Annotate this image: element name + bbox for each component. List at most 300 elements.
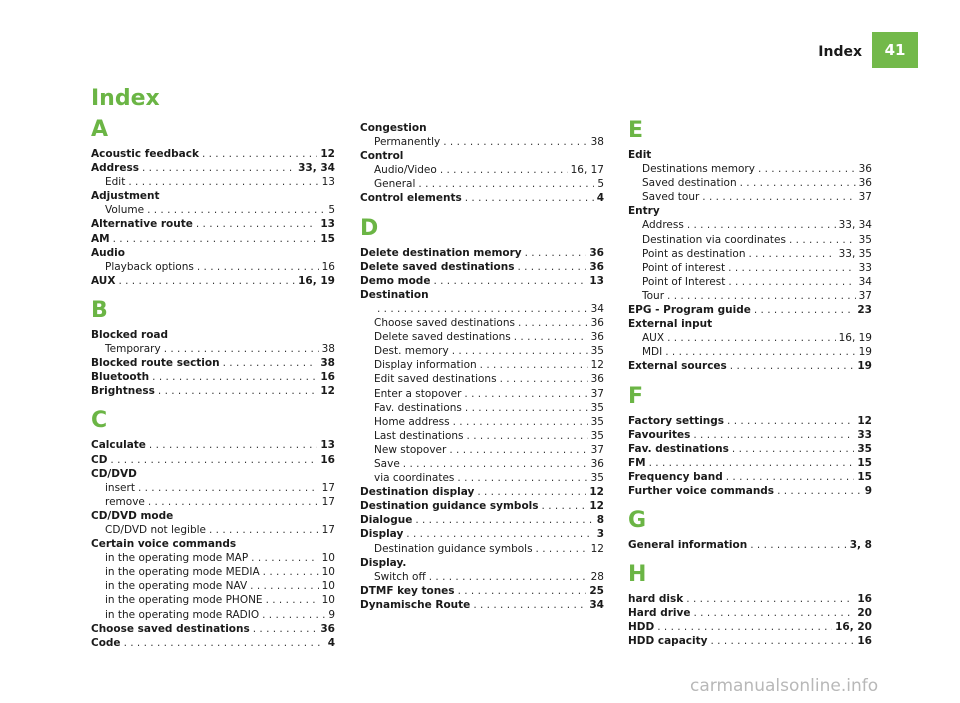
entry-page-ref: 36 [858,177,872,190]
entry-page-ref: 36 [590,331,604,344]
index-entry [91,622,335,636]
dot-leader [732,442,854,456]
entry-label: Brightness [91,385,155,398]
index-heading: Audio [91,246,125,259]
entry-page-ref: 8 [596,514,604,527]
index-subentry [91,495,335,509]
entry-label: AUX [642,332,665,345]
entry-page-ref: 13 [321,176,335,189]
entry-page-ref: 16 [857,593,872,606]
entry-label: HDD [628,621,655,634]
entry-label: Alternative route [91,218,193,231]
entry-page-ref: 33, 34 [298,162,335,175]
index-subentry [360,372,604,386]
index-entry [91,147,335,161]
entry-page-ref: 36 [590,457,604,470]
entry-page-ref: 35 [590,429,604,442]
entry-page-ref: 37 [858,289,872,302]
section-letter: C [91,408,108,434]
dot-leader [266,593,319,607]
entry-page-ref: 36 [589,260,604,273]
dot-leader [196,217,318,231]
entry-page-ref: 12 [589,486,604,499]
entry-label: Dynamische Route [360,598,471,611]
entry-page-ref: 10 [321,566,335,579]
index-entry [360,499,604,513]
dot-leader [449,443,587,457]
entry-page-ref: 9 [864,484,872,497]
entry-label: Frequency band [628,470,723,483]
index-subentry [360,457,604,471]
entry-label: Destination guidance symbols [360,500,539,513]
index-subentry [91,175,335,189]
index-entry [628,634,872,648]
entry-page-ref: 12 [590,542,604,555]
index-subentry [91,608,335,622]
dot-leader [262,608,325,622]
entry-label: Display [360,528,404,541]
index-heading: Entry [628,205,660,218]
entry-label: Permanently [374,136,441,149]
index-entry [91,384,335,398]
entry-page-ref: 36 [858,163,872,176]
dot-leader [443,135,587,149]
entry-label: Acoustic feedback [91,148,199,160]
dot-leader [152,370,317,384]
dot-leader [209,523,319,537]
entry-label: Dest. memory [374,345,449,358]
entry-page-ref: 36 [589,246,604,259]
index-subentry [360,387,604,401]
entry-label: insert [105,481,135,494]
entry-page-ref: 16, 19 [298,274,335,287]
index-column-3 [628,118,872,649]
entry-label: Last destinations [374,429,464,442]
index-subentry [360,302,604,316]
dot-leader [665,345,855,359]
entry-label: Tour [642,289,665,302]
entry-page-ref: 16, 17 [570,164,604,177]
index-entry [628,606,872,620]
dot-leader [197,260,319,274]
entry-page-ref: 5 [597,178,604,191]
index-entry [91,161,335,175]
index-subentry [360,570,604,584]
entry-page-ref: 17 [321,523,335,536]
entry-label: Bluetooth [91,371,150,384]
entry-page-ref: 19 [857,360,872,373]
dot-leader [480,358,588,372]
entry-label: Delete destination memory [360,246,522,259]
dot-leader [727,414,854,428]
entry-page-ref: 23 [857,304,872,317]
index-entry [628,442,872,456]
dot-leader [686,592,854,606]
index-entry [628,359,872,373]
page-title: Index [91,86,160,111]
entry-page-ref: 17 [321,481,335,494]
dot-leader [536,542,588,556]
entry-page-ref: 12 [589,500,604,513]
dot-leader [149,438,317,452]
dot-leader [110,453,317,467]
entry-page-ref: 12 [320,385,335,398]
entry-page-ref: 16 [321,260,335,273]
index-heading: External input [628,318,713,331]
entry-label: Display information [374,359,477,372]
dot-leader [728,261,855,275]
entry-label: Edit [105,176,126,189]
entry-label: General information [628,539,748,552]
entry-label: Blocked route section [91,357,220,370]
entry-page-ref: 16, 20 [835,621,872,634]
dot-leader [730,359,855,373]
entry-page-ref: 16 [320,453,335,466]
entry-label: Enter a stopover [374,387,462,400]
entry-label: Destination display [360,486,475,499]
entry-page-ref: 36 [320,622,335,635]
entry-page-ref: 20 [857,607,872,620]
index-entry [360,598,604,612]
entry-page-ref: 33, 35 [838,247,872,260]
entry-label: AUX [91,274,116,287]
entry-page-ref: 35 [590,472,604,485]
entry-page-ref: 10 [321,594,335,607]
index-subentry [628,261,872,275]
dot-leader [702,190,855,204]
dot-leader [657,620,832,634]
index-subentry [91,203,335,217]
index-entry [628,303,872,317]
index-subentry [360,542,604,556]
dot-leader [377,302,588,316]
index-subentry [360,401,604,415]
dot-leader [406,527,593,541]
entry-label: Hard drive [628,607,691,620]
entry-label: Choose saved destinations [91,622,250,635]
index-subentry [360,443,604,457]
entry-label: in the operating mode MAP [105,552,249,565]
entry-page-ref: 15 [857,456,872,469]
index-heading: CD/DVD mode [91,509,174,522]
entry-label: Choose saved destinations [374,317,515,330]
index-subentry [360,135,604,149]
index-column-1 [91,117,335,650]
index-entry [628,428,872,442]
entry-page-ref: 4 [596,192,604,205]
index-entry [91,217,335,231]
dot-leader [777,484,862,498]
entry-label: General [374,178,416,191]
entry-page-ref: 36 [590,373,604,386]
entry-page-ref: 34 [858,275,872,288]
index-subentry [91,579,335,593]
dot-leader [465,401,588,415]
index-entry [360,485,604,499]
index-entry [628,592,872,606]
entry-label: DTMF key tones [360,584,455,597]
index-entry [628,470,872,484]
index-heading: Congestion [360,122,427,134]
dot-leader [693,428,854,442]
dot-leader [518,316,588,330]
index-subentry [91,593,335,607]
index-entry [91,370,335,384]
index-heading: Destination [360,288,429,301]
entry-label: HDD capacity [628,635,708,648]
index-subentry [360,344,604,358]
dot-leader [202,147,317,161]
section-letter: G [628,508,647,534]
entry-page-ref: 35 [857,442,872,455]
index-subentry [628,275,872,289]
entry-page-ref: 36 [590,317,604,330]
entry-label: Destinations memory [642,163,755,176]
entry-page-ref: 16 [320,371,335,384]
index-subentry [360,471,604,485]
entry-label: Point as destination [642,247,746,260]
entry-label: New stopover [374,443,447,456]
dot-leader [687,218,836,232]
entry-page-ref: 10 [321,552,335,565]
dot-leader [465,191,594,205]
entry-label: CD [91,453,108,466]
entry-page-ref: 9 [328,608,335,621]
entry-label: Calculate [91,439,146,452]
index-subentry [628,289,872,303]
entry-page-ref: 3, 8 [849,539,872,552]
index-entry [628,620,872,634]
entry-label: EPG - Program guide [628,304,751,317]
dot-leader [789,233,856,247]
index-entry [628,538,872,552]
entry-label: Demo mode [360,274,431,287]
entry-label: Audio/Video [374,164,437,177]
entry-label: Delete saved destinations [360,260,515,273]
section-letter: F [628,383,644,409]
index-subentry [91,481,335,495]
entry-label: Factory settings [628,414,725,427]
entry-page-ref: 38 [321,343,335,356]
entry-page-ref: 35 [590,401,604,414]
dot-leader [142,161,295,175]
index-subentry [91,260,335,274]
entry-label: in the operating mode PHONE [105,594,263,607]
dot-leader [710,634,854,648]
entry-label: Saved tour [642,191,700,204]
dot-leader [542,499,587,513]
index-subentry [628,218,872,232]
section-letter: H [628,562,647,588]
entry-label: Switch off [374,570,426,583]
entry-label: AM [91,232,110,245]
entry-page-ref: 3 [596,528,604,541]
entry-label: Destination guidance symbols [374,542,533,555]
entry-page-ref: 19 [858,346,872,359]
entry-label: Dialogue [360,514,413,527]
index-entry [628,414,872,428]
dot-leader [750,538,847,552]
dot-leader [728,275,855,289]
dot-leader [250,579,318,593]
dot-leader [748,247,835,261]
entry-page-ref: 35 [590,345,604,358]
entry-page-ref: 16, 19 [838,332,872,345]
index-subentry [628,176,872,190]
entry-label: Code [91,636,121,649]
dot-leader [740,176,856,190]
index-subentry [360,330,604,344]
entry-page-ref: 37 [590,387,604,400]
entry-page-ref: 5 [328,204,335,217]
dot-leader [452,344,588,358]
entry-label: MDI [642,346,663,359]
dot-leader [164,342,319,356]
index-subentry [91,551,335,565]
page-number-badge: 41 [872,32,918,68]
dot-leader [477,485,586,499]
entry-label: Delete saved destinations [374,331,511,344]
index-entry [91,356,335,370]
index-entry [360,513,604,527]
dot-leader [158,384,317,398]
index-subentry [628,233,872,247]
entry-label: Save [374,457,400,470]
index-heading: Edit [628,149,652,161]
entry-page-ref: 13 [320,218,335,231]
entry-page-ref: 37 [590,443,604,456]
entry-label: via coordinates [374,472,455,485]
dot-leader [649,456,855,470]
index-subentry [360,177,604,191]
entry-page-ref: 12 [590,359,604,372]
index-subentry [91,565,335,579]
index-heading: Control [360,150,404,163]
dot-leader [473,598,586,612]
dot-leader [754,303,855,317]
dot-leader [124,636,325,650]
index-subentry [628,331,872,345]
dot-leader [467,429,588,443]
entry-page-ref: 33, 34 [838,219,872,232]
entry-page-ref: 34 [590,302,604,315]
entry-label: Home address [374,415,450,428]
index-entry [360,584,604,598]
entry-page-ref: 4 [327,636,335,649]
watermark: carmanualsonline.info [690,676,879,696]
index-subentry [628,247,872,261]
dot-leader [458,584,587,598]
index-subentry [360,316,604,330]
entry-label: remove [105,495,145,508]
entry-label: Point of interest [642,261,726,274]
index-subentry [91,342,335,356]
dot-leader [464,387,587,401]
entry-page-ref: 15 [320,232,335,245]
entry-page-ref: 28 [590,570,604,583]
index-column-2 [360,121,604,612]
entry-label: Point of Interest [642,275,726,288]
entry-label: Control elements [360,192,462,205]
index-entry [360,274,604,288]
entry-page-ref: 13 [320,439,335,452]
dot-leader [138,481,319,495]
entry-label: Address [91,162,139,175]
dot-leader [693,606,854,620]
entry-label: Address [642,219,684,232]
running-header-title: Index [818,44,862,60]
section-letter: D [360,215,379,241]
dot-leader [415,513,593,527]
entry-page-ref: 34 [589,598,604,611]
dot-leader [457,471,587,485]
dot-leader [147,203,325,217]
index-entry [91,636,335,650]
index-entry [628,456,872,470]
entry-label: Destination via coordinates [642,233,786,246]
entry-page-ref: 12 [320,148,335,160]
index-heading: Certain voice commands [91,538,237,551]
entry-page-ref: 16 [857,635,872,648]
dot-leader [253,622,318,636]
index-subentry [360,358,604,372]
index-entry [360,260,604,274]
dot-leader [433,274,586,288]
entry-page-ref: 33 [857,428,872,441]
index-entry [91,274,335,288]
dot-leader [418,177,594,191]
dot-leader [113,232,318,246]
dot-leader [500,372,588,386]
index-heading: Adjustment [91,190,160,203]
index-entry [91,232,335,246]
dot-leader [429,570,588,584]
index-subentry [628,190,872,204]
entry-label: CD/DVD not legible [105,523,206,536]
entry-page-ref: 15 [857,470,872,483]
index-subentry [628,345,872,359]
index-subentry [91,523,335,537]
entry-label: Edit saved destinations [374,373,497,386]
section-letter: E [628,118,644,143]
dot-leader [525,246,587,260]
entry-label: FM [628,456,646,469]
entry-label: Playback options [105,260,194,273]
entry-page-ref: 10 [321,580,335,593]
entry-page-ref: 33 [858,261,872,274]
entry-page-ref: 35 [858,233,872,246]
entry-page-ref: 12 [857,414,872,427]
index-entry [360,527,604,541]
dot-leader [263,565,319,579]
section-letter: B [91,297,108,323]
entry-page-ref: 17 [321,495,335,508]
dot-leader [403,457,588,471]
entry-page-ref: 13 [589,274,604,287]
dot-leader [514,330,588,344]
entry-page-ref: 35 [590,415,604,428]
entry-page-ref: 38 [590,136,604,149]
index-subentry [360,429,604,443]
entry-label: Saved destination [642,177,737,190]
section-letter: A [91,117,109,142]
dot-leader [128,175,318,189]
dot-leader [758,162,856,176]
index-entry [360,191,604,205]
entry-label: Temporary [105,343,161,356]
entry-page-ref: 37 [858,191,872,204]
index-subentry [360,163,604,177]
